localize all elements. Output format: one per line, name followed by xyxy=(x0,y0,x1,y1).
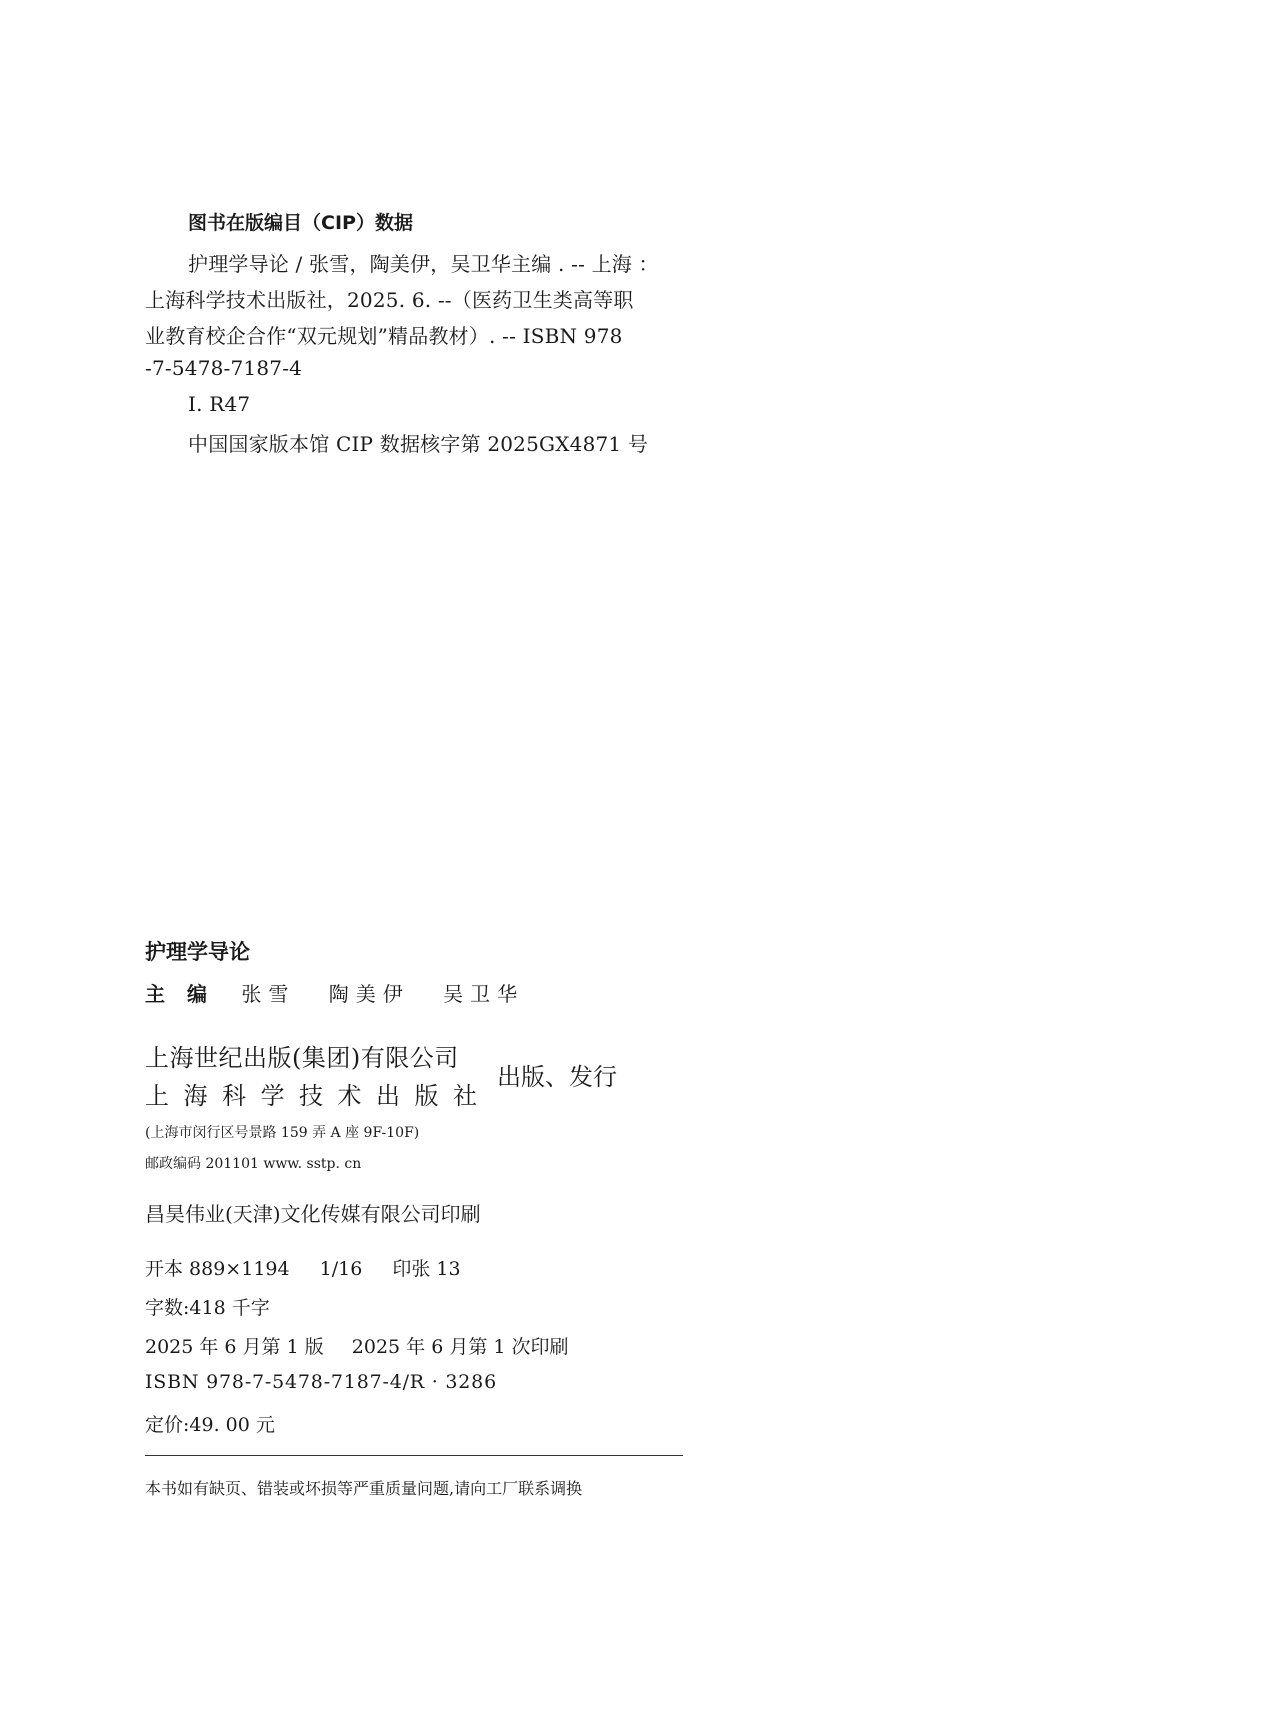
editor-name: 吴卫华 xyxy=(443,982,525,1006)
publisher-address: (上海市闵行区号景路 159 弄 A 座 9F-10F) xyxy=(145,1125,420,1141)
cip-verification: 中国国家版本馆 CIP 数据核字第 2025GX4871 号 xyxy=(188,432,649,456)
word-count: 字数:418 千字 xyxy=(145,1297,270,1319)
cip-line-2: 上海科学技术出版社，2025. 6. --（医药卫生类高等职 xyxy=(145,288,634,312)
cip-heading: 图书在版编目（CIP）数据 xyxy=(188,212,413,234)
printer: 昌昊伟业(天津)文化传媒有限公司印刷 xyxy=(145,1202,481,1226)
editor-names xyxy=(241,982,544,1006)
cip-classification: Ⅰ. R47 xyxy=(188,392,251,416)
printing: 2025 年 6 月第 1 次印刷 xyxy=(351,1336,569,1358)
quality-notice: 本书如有缺页、错装或坏损等严重质量问题,请向工厂联系调换 xyxy=(145,1479,583,1498)
book-title: 护理学导论 xyxy=(145,940,250,964)
editor-name: 陶美伊 xyxy=(328,982,410,1006)
publish-action: 出版、发行 xyxy=(497,1063,617,1091)
edition-row xyxy=(145,1332,569,1359)
cip-line-1: 护理学导论 / 张雪，陶美伊，吴卫华主编 . -- 上海 ： xyxy=(188,252,659,276)
cip-line-4: -7-5478-7187-4 xyxy=(145,356,303,380)
postal-and-website: 邮政编码 201101 www. sstp. cn xyxy=(145,1156,362,1172)
isbn: ISBN 978-7-5478-7187-4/R · 3286 xyxy=(145,1371,497,1393)
divider xyxy=(145,1455,683,1456)
cip-line-3: 业教育校企合作“双元规划”精品教材）. -- ISBN 978 xyxy=(145,324,623,348)
editor-row xyxy=(145,978,544,1007)
format-fraction: 1/16 xyxy=(319,1258,363,1280)
publisher-group: 上海世纪出版(集团)有限公司 xyxy=(145,1044,459,1072)
publisher-name: 上海科学技术出版社 xyxy=(145,1082,492,1110)
price: 定价:49. 00 元 xyxy=(145,1414,275,1436)
format-sheets: 印张 13 xyxy=(392,1258,461,1280)
edition: 2025 年 6 月第 1 版 xyxy=(145,1336,324,1358)
format-row xyxy=(145,1254,485,1281)
editor-label: 主编 xyxy=(145,982,229,1006)
format-size: 开本 889×1194 xyxy=(145,1258,290,1280)
editor-name: 张雪 xyxy=(241,982,296,1006)
